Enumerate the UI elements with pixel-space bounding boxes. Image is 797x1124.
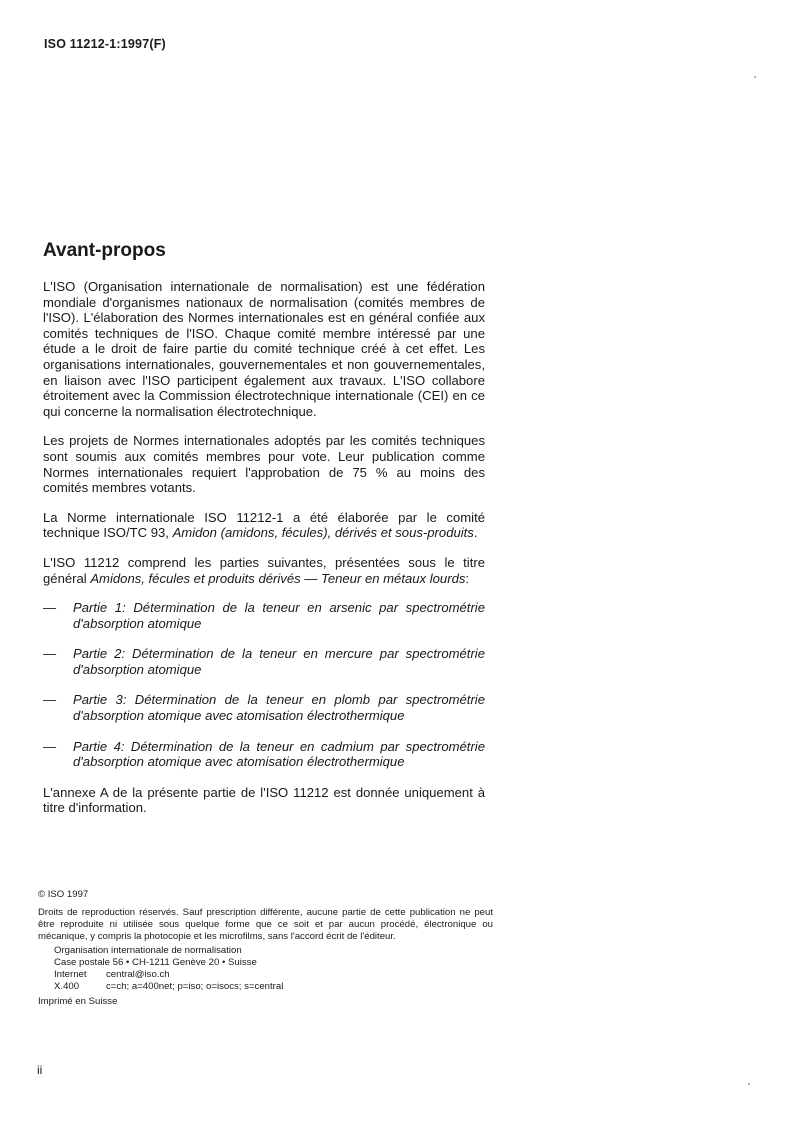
list-item (43, 646, 485, 677)
internet-row (54, 969, 493, 981)
list-item (43, 739, 485, 770)
part-title: Partie 3: Détermination de la teneur en plomb par spectrométrie d'absorption atomique avec atomisation électrothermique (73, 692, 485, 724)
paragraph-annex: L'annexe A de la présente partie de l'ISO 11212 est donnée uniquement à titre d'information. (43, 784, 485, 816)
scan-speck (754, 76, 756, 78)
committee-title: Amidon (amidons, fécules), dérivés et sous-produits (172, 525, 474, 541)
list-dash: — (43, 738, 57, 754)
foreword-body (43, 279, 485, 830)
parts-general-title: Amidons, fécules et produits dérivés — Teneur en métaux lourds (90, 570, 466, 586)
list-dash: — (43, 600, 57, 616)
paragraph-iso-intro: L'ISO (Organisation internationale de normalisation) est une fédération mondiale d'organismes nationaux de normalisation (comités membres de l'ISO). L'élaboration des Normes internationales est en général confiée aux comités techniques de l'ISO. Chaque comité membre intéressé par une étude a le droit de faire partie du comité technique créé à cet effet. Les organisations internationales, gouvernementales et non gouvernementales, en liaison avec l'ISO participent également aux travaux. L'ISO collabore étroitement avec la Commission électrotechnique internationale (CEI) en ce qui concerne la normalisation électrotechnique. (43, 279, 485, 419)
list-item (43, 692, 485, 723)
x400-row (54, 981, 493, 993)
publisher-address (38, 945, 493, 993)
copyright-notice: © ISO 1997 (38, 889, 89, 900)
paragraph-committee (43, 510, 485, 541)
list-item (43, 600, 485, 631)
list-dash: — (43, 646, 57, 662)
paragraph-parts-intro (43, 555, 485, 586)
rights-statement: Droits de reproduction réservés. Sauf prescription différente, aucune partie de cette publication ne peut être reproduite ni utilisée sous quelque forme que ce soit et par aucun procédé, électronique ou mécanique, y compris la photocopie et les microfilms, sans l'accord écrit de l'éditeur. (38, 907, 493, 942)
x400-value: c=ch; a=400net; p=iso; o=isocs; s=central (106, 981, 284, 992)
list-dash: — (43, 692, 57, 708)
parts-intro-end: : (465, 570, 470, 586)
x400-label: X.400 (54, 981, 80, 992)
part-title: Partie 1: Détermination de la teneur en arsenic par spectrométrie d'absorption atomique (73, 600, 485, 631)
committee-text: La Norme internationale ISO 11212-1 a été élaborée par le comité technique ISO/TC 93, (43, 509, 485, 541)
scan-speck (748, 1083, 750, 1085)
printed-in: Imprimé en Suisse (38, 996, 118, 1007)
part-title: Partie 2: Détermination de la teneur en mercure par spectrométrie d'absorption atomique (73, 646, 485, 677)
parts-list (43, 600, 485, 770)
page-number: ii (37, 1063, 43, 1077)
parts-intro-text: L'ISO 11212 comprend les parties suivantes, présentées sous le titre général (43, 554, 485, 586)
part-title: Partie 4: Détermination de la teneur en cadmium par spectrométrie d'absorption atomique avec atomisation électrothermique (73, 738, 485, 770)
internet-value: central@iso.ch (106, 969, 170, 980)
postal-address: Case postale 56 • CH-1211 Genève 20 • Suisse (54, 957, 257, 968)
paragraph-drafts: Les projets de Normes internationales adoptés par les comités techniques sont soumis aux comités membres pour vote. Leur publication comme Normes internationales requiert l'approbation de 75 % au moins des comités membres votants. (43, 433, 485, 496)
section-title: Avant-propos (43, 240, 166, 261)
organisation-name: Organisation internationale de normalisation (54, 945, 242, 956)
committee-end: . (473, 525, 478, 541)
copyright-block (38, 889, 493, 1008)
internet-label: Internet (54, 969, 87, 980)
document-code: ISO 11212-1:1997(F) (44, 37, 166, 51)
